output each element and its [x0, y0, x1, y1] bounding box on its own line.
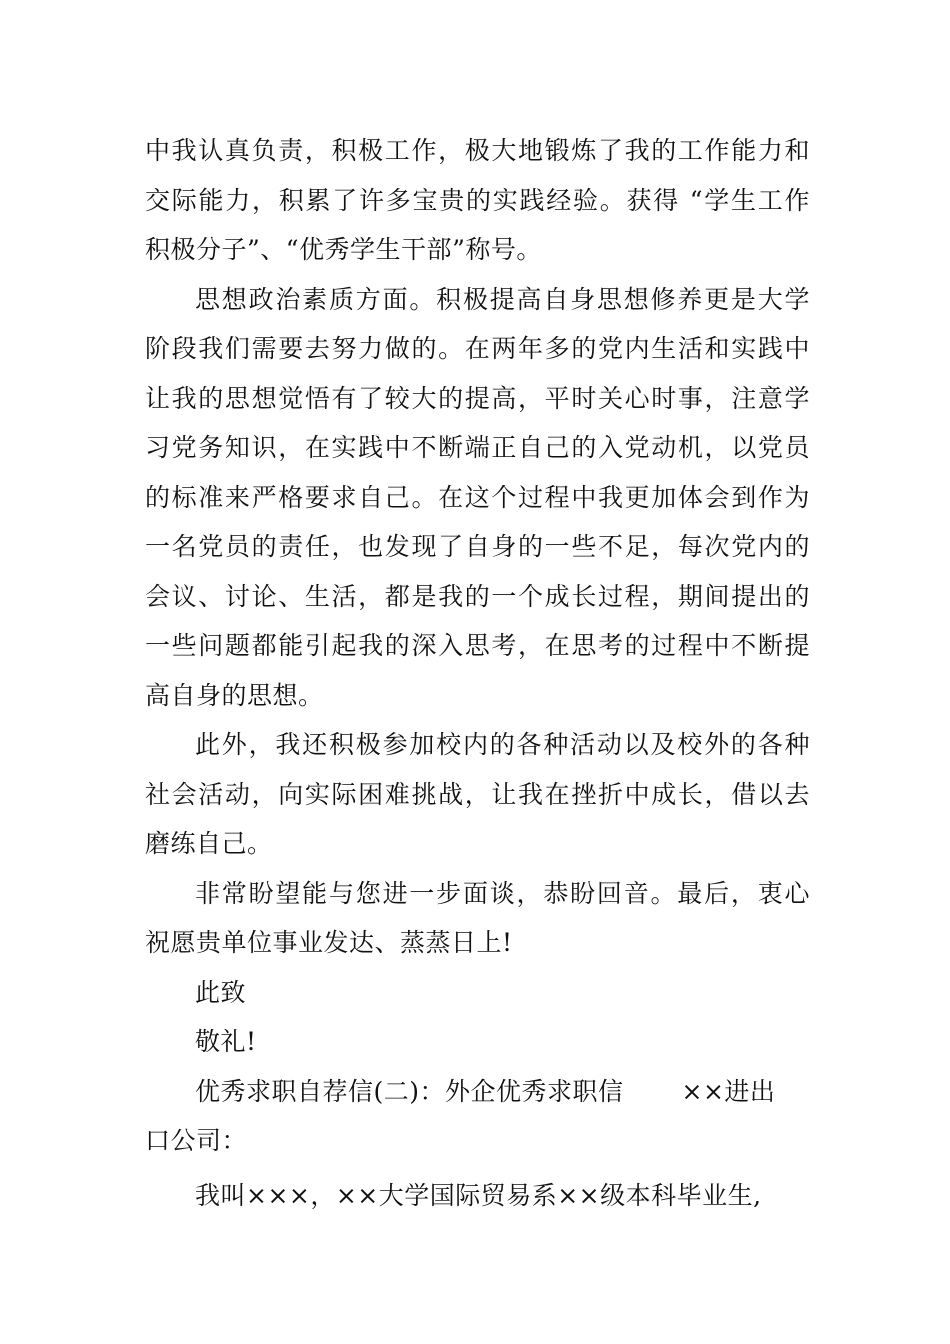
paragraph-political-quality	[145, 275, 810, 721]
paragraph-work-experience	[145, 126, 810, 275]
text-line: 此外，我还积极参加校内的各种活动以及校外的各种	[195, 730, 810, 759]
section-heading	[145, 1067, 810, 1166]
text-line: 思想政治素质方面。积极提高自身思想修养更是大学	[195, 284, 810, 314]
text-line: 社会活动，向实际困难挑战，让我在挫折中成长，借以去	[145, 779, 810, 809]
closing-line-2: 敬礼!	[195, 1027, 257, 1056]
paragraph-closing-wish	[145, 869, 810, 968]
heading-recipient-part1: ××进出	[681, 1076, 776, 1106]
text-line: 积极分子”、“优秀学生干部”称号。	[145, 235, 542, 264]
text-line: 让我的思想觉悟有了较大的提高，平时关心时事，注意学	[145, 383, 810, 413]
closing-salutation	[145, 968, 810, 1067]
closing-line-1: 此致	[195, 977, 247, 1007]
text-line: 阶段我们需要去努力做的。在两年多的党内生活和实践中	[145, 334, 810, 363]
text-line: 一些问题都能引起我的深入思考，在思考的过程中不断提	[145, 631, 810, 660]
text-line: 磨练自己。	[145, 829, 273, 858]
text-line: 一名党员的责任，也发现了自身的一些不足，每次党内的	[145, 532, 810, 561]
letter-page	[145, 126, 810, 1220]
heading-recipient-part2: 口公司：	[145, 1126, 248, 1155]
text-line: 非常盼望能与您进一步面谈，恭盼回音。最后，衷心	[195, 878, 810, 908]
text-line: 会议、讨论、生活，都是我的一个成长过程，期间提出的	[145, 581, 810, 611]
text-line: 中我认真负责，积极工作，极大地锻炼了我的工作能力和	[145, 136, 810, 165]
text-line: 交际能力，积累了许多宝贵的实践经验。获得 “学生工作	[145, 185, 810, 215]
text-line: 我叫×××，××大学国际贸易系××级本科毕业生,	[195, 1180, 762, 1210]
paragraph-activities	[145, 720, 810, 869]
text-line: 的标准来严格要求自己。在这个过程中我更加体会到作为	[145, 482, 810, 512]
text-line: 习党务知识，在实践中不断端正自己的入党动机，以党员	[145, 433, 810, 462]
text-line: 祝愿贵单位事业发达、蒸蒸日上!	[145, 928, 513, 957]
text-line: 高自身的思想。	[145, 680, 324, 710]
heading-title: 优秀求职自荐信(二)：外企优秀求职信	[195, 1076, 624, 1106]
paragraph-introduction	[145, 1171, 810, 1221]
heading-line	[145, 1067, 810, 1117]
